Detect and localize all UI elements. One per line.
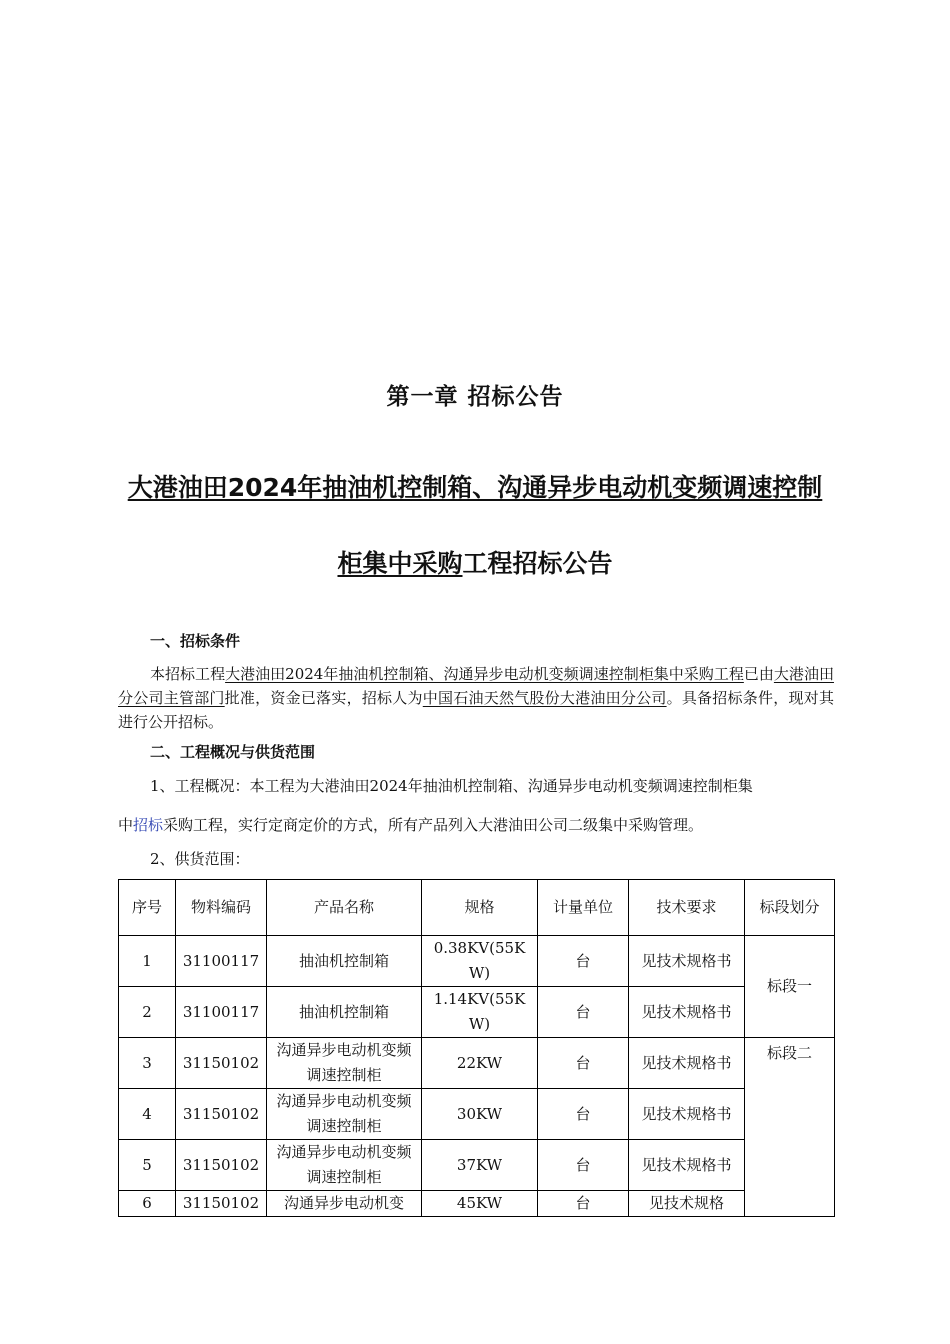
cell-spec: 30KW	[422, 1089, 538, 1140]
cell-name: 抽油机控制箱	[267, 936, 422, 987]
overview-line2-b: 采购工程，实行定商定价的方式，所有产品列入大港油田公司二级集中采购管理。	[163, 816, 704, 834]
table-row	[119, 936, 835, 987]
cell-name: 沟通异步电动机变	[267, 1191, 422, 1217]
overview-line1: 1、工程概况：本工程为大港油田2024年抽油机控制箱、沟通异步电动机变频调速控制柜集	[150, 777, 753, 795]
cell-name: 抽油机控制箱	[267, 987, 422, 1038]
cell-req: 见技术规格书	[629, 1038, 745, 1089]
cell-unit: 台	[538, 936, 629, 987]
s1-project-name: 大港油田2024年抽油机控制箱、沟通异步电动机变频调速控制柜集中采购工程	[225, 665, 744, 683]
overview-line2	[118, 814, 703, 835]
cell-no: 2	[119, 987, 176, 1038]
section1-paragraph	[118, 662, 834, 734]
document-title-line2	[0, 544, 950, 580]
cell-unit: 台	[538, 1191, 629, 1217]
cell-code: 31150102	[176, 1089, 267, 1140]
col-header-code: 物料编码	[176, 880, 267, 936]
cell-no: 4	[119, 1089, 176, 1140]
document-title-line1	[0, 468, 950, 504]
table-row	[119, 1140, 835, 1191]
s1-approver: 大港油田分公司主管部门	[118, 665, 834, 707]
chapter-title: 第一章 招标公告	[386, 384, 564, 410]
supply-table	[118, 879, 835, 1217]
table-row	[119, 1089, 835, 1140]
col-header-unit: 计量单位	[538, 880, 629, 936]
cell-req: 见技术规格	[629, 1191, 745, 1217]
s1-text-3: 批准，资金已落实，招标人为	[224, 689, 423, 707]
cell-lot-1: 标段一	[745, 936, 835, 1038]
cell-req: 见技术规格书	[629, 1140, 745, 1191]
col-header-req: 技术要求	[629, 880, 745, 936]
cell-no: 6	[119, 1191, 176, 1217]
cell-name: 沟通异步电动机变频调速控制柜	[267, 1038, 422, 1089]
overview-line2-a: 中	[118, 816, 134, 834]
s1-tenderer: 中国石油天然气股份大港油田分公司	[422, 689, 667, 707]
table-row	[119, 1191, 835, 1217]
document-title-line2-underlined: 柜集中采购	[337, 549, 463, 578]
cell-req: 见技术规格书	[629, 936, 745, 987]
table-header-row	[119, 880, 835, 936]
cell-code: 31150102	[176, 1038, 267, 1089]
s1-text-1: 本招标工程	[150, 665, 226, 683]
document-title-line2-rest: 工程招标公告	[462, 549, 613, 578]
col-header-spec: 规格	[422, 880, 538, 936]
col-header-lot: 标段划分	[745, 880, 835, 936]
cell-name: 沟通异步电动机变频调速控制柜	[267, 1140, 422, 1191]
section1-heading: 一、招标条件	[150, 632, 241, 650]
cell-code: 31150102	[176, 1140, 267, 1191]
col-header-name: 产品名称	[267, 880, 422, 936]
col-header-no: 序号	[119, 880, 176, 936]
s1-text-4: 。具备招标条件，现对其进行公开招标。	[118, 689, 834, 731]
cell-spec: 0.38KV(55KW)	[422, 936, 538, 987]
cell-no: 5	[119, 1140, 176, 1191]
cell-unit: 台	[538, 1038, 629, 1089]
cell-spec: 1.14KV(55KW)	[422, 987, 538, 1038]
cell-name: 沟通异步电动机变频调速控制柜	[267, 1089, 422, 1140]
document-title-line1-text: 大港油田2024年抽油机控制箱、沟通异步电动机变频调速控制	[127, 473, 823, 502]
cell-lot-2: 标段二	[745, 1038, 835, 1217]
cell-unit: 台	[538, 987, 629, 1038]
supply-scope-label: 2、供货范围：	[150, 850, 250, 868]
table-row	[119, 1038, 835, 1089]
tender-link[interactable]: 招标	[133, 816, 164, 834]
cell-no: 3	[119, 1038, 176, 1089]
cell-code: 31150102	[176, 1191, 267, 1217]
cell-spec: 45KW	[422, 1191, 538, 1217]
s1-text-2: 已由	[743, 665, 774, 683]
cell-code: 31100117	[176, 987, 267, 1038]
cell-spec: 37KW	[422, 1140, 538, 1191]
cell-req: 见技术规格书	[629, 987, 745, 1038]
section2-heading: 二、工程概况与供货范围	[150, 743, 316, 761]
cell-spec: 22KW	[422, 1038, 538, 1089]
cell-req: 见技术规格书	[629, 1089, 745, 1140]
table-row	[119, 987, 835, 1038]
cell-no: 1	[119, 936, 176, 987]
cell-unit: 台	[538, 1140, 629, 1191]
cell-unit: 台	[538, 1089, 629, 1140]
cell-code: 31100117	[176, 936, 267, 987]
